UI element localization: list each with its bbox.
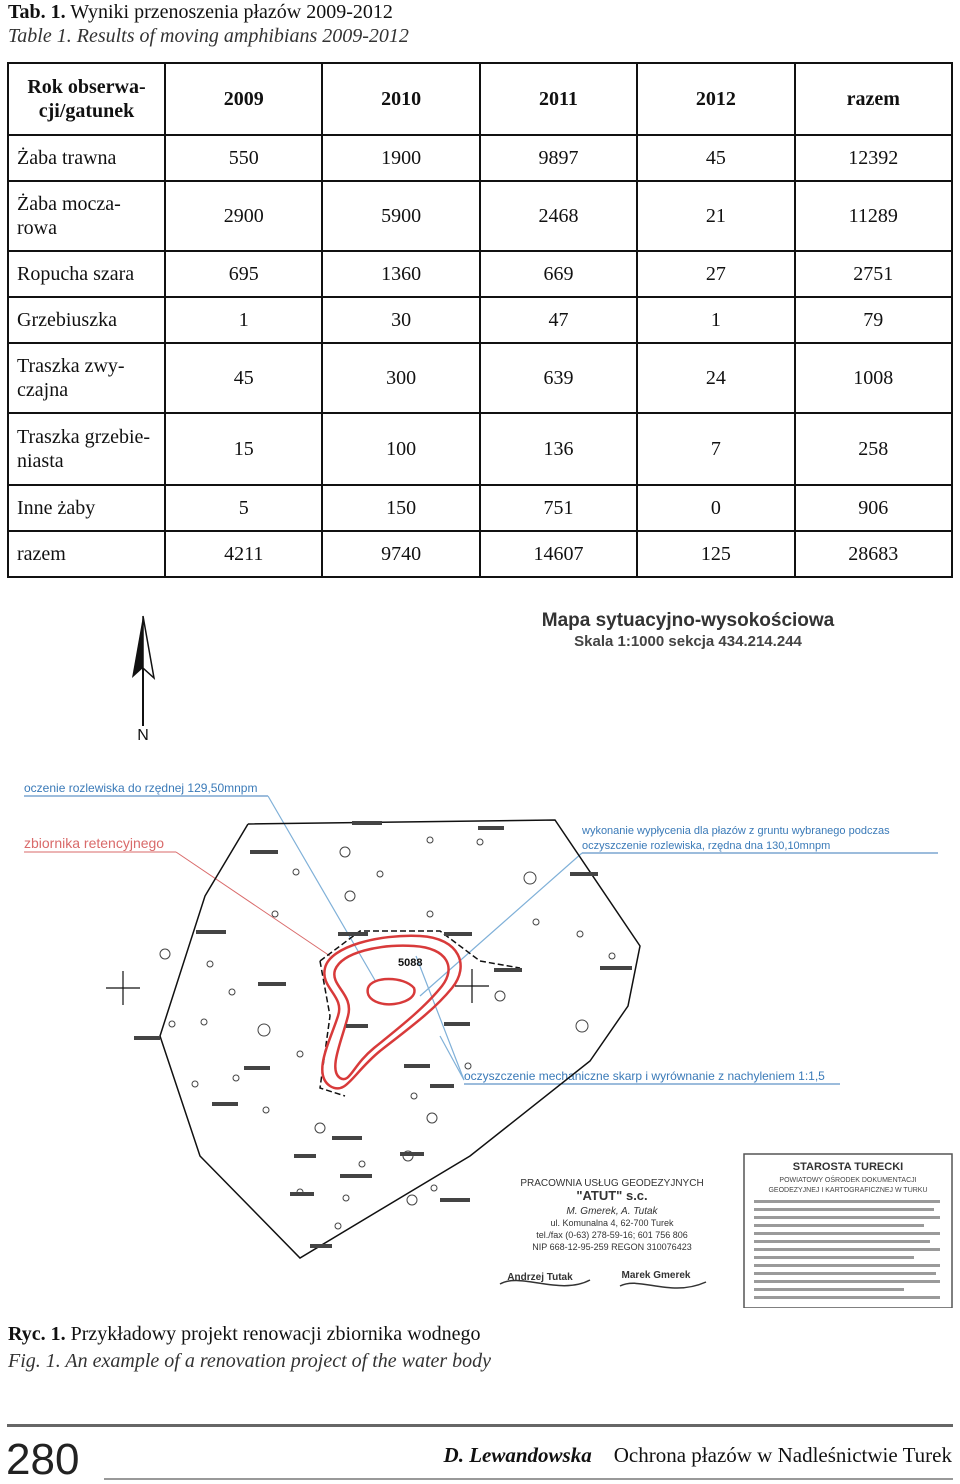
surveyor-stamp [500,1178,706,1288]
table-cell: 47 [480,297,637,343]
table-cell: 695 [165,251,322,297]
running-footer [444,1442,952,1468]
table-cell: 150 [322,485,479,531]
header-cell-total: razem [795,63,952,135]
svg-text:NIP 668-12-95-259 REGON 310: NIP 668-12-95-259 REGON 310076423 [532,1242,692,1252]
table-row [8,485,952,531]
table-header-row [8,63,952,135]
table-cell: 906 [795,485,952,531]
table-cell: 79 [795,297,952,343]
note-bottom: oczyszczenie mechaniczne skarp i wyrównanie z nachyleniem 1:1,5 [464,1069,825,1083]
svg-text:GEODEZYJNEJ I KARTOGRAFICZNEJ: GEODEZYJNEJ I KARTOGRAFICZNEJ W TURKU [768,1187,928,1194]
svg-text:M. Gmerek, A. Tutak: M. Gmerek, A. Tutak [566,1206,658,1217]
table-cell: 11289 [795,181,952,251]
table-cell: 751 [480,485,637,531]
row-species-name: Traszka zwy-czajna [8,343,165,413]
note-right-2: oczyszczenie rozlewiska, rzędna dna 130,10mnpm [582,840,831,852]
header-cell-2009: 2009 [165,63,322,135]
table-cell: 15 [165,413,322,485]
figure-caption-text: Przykładowy projekt renowacji zbiornika wodnego [70,1323,481,1345]
row-species-name: Żaba trawna [8,135,165,181]
row-species-name: Ropucha szara [8,251,165,297]
figure-caption-label: Ryc. 1. [8,1323,66,1345]
footer-running-title: Ochrona płazów w Nadleśnictwie Turek [613,1443,952,1467]
table-cell: 1900 [322,135,479,181]
table-cell: 24 [637,343,794,413]
table-row [8,297,952,343]
footer-author: D. Lewandowska [443,1443,592,1467]
note-right-1: wykonanie wypłycenia dla płazów z gruntu wybranego podczas [582,825,890,837]
table-cell: 12392 [795,135,952,181]
table-cell: 0 [637,485,794,531]
situational-map-figure [0,596,960,1308]
svg-text:"ATUT" s.c.: "ATUT" s.c. [576,1188,648,1203]
row-species-name: razem [8,531,165,577]
table-cell: 300 [322,343,479,413]
table-cell: 550 [165,135,322,181]
header-cell-species: Rok obserwa-cji/gatunek [8,63,165,135]
table-row [8,531,952,577]
results-table [7,62,953,578]
table-row [8,413,952,485]
note-top-left: oczenie rozlewiska do rzędnej 129,50mnpm [24,781,258,795]
row-species-name: Traszka grzebie-niasta [8,413,165,485]
north-arrow-icon [132,616,154,744]
svg-text:PRACOWNIA USŁUG GEODEZYJNYCH: PRACOWNIA USŁUG GEODEZYJNYCH [520,1178,704,1189]
svg-text:STAROSTA TURECKI: STAROSTA TURECKI [792,1161,904,1173]
table-caption-text: Wyniki przenoszenia płazów 2009-2012 [70,1,393,23]
table-cell: 669 [480,251,637,297]
figure-caption-pl [8,1322,481,1346]
parcel-number: 5088 [398,957,423,969]
row-species-name: Inne żaby [8,485,165,531]
table-cell: 9897 [480,135,637,181]
header-cell-2012: 2012 [637,63,794,135]
table-cell: 30 [322,297,479,343]
table-cell: 45 [637,135,794,181]
table-cell: 9740 [322,531,479,577]
table-cell: 14607 [480,531,637,577]
table-cell: 100 [322,413,479,485]
table-cell: 1008 [795,343,952,413]
table-cell: 5 [165,485,322,531]
table-cell: 1 [637,297,794,343]
table-cell: 258 [795,413,952,485]
header-cell-2011: 2011 [480,63,637,135]
svg-text:POWIATOWY OŚRODEK DOKUMENTACJI: POWIATOWY OŚRODEK DOKUMENTACJI [779,1177,917,1184]
row-species-name: Grzebiuszka [8,297,165,343]
table-cell: 2468 [480,181,637,251]
table-row [8,251,952,297]
svg-text:Marek Gmerek: Marek Gmerek [621,1270,691,1281]
table-cell: 639 [480,343,637,413]
figure-caption-en: Fig. 1. An example of a renovation project of the water body [8,1350,492,1372]
table-row [8,135,952,181]
svg-text:Andrzej Tutak: Andrzej Tutak [507,1272,573,1283]
table-cell: 1 [165,297,322,343]
table-cell: 28683 [795,531,952,577]
table-cell: 27 [637,251,794,297]
table-caption-en: Table 1. Results of moving amphibians 2009-2012 [8,25,409,47]
footer-rule-bottom [104,1478,953,1480]
svg-text:ul. Komunalna 4, 62-700 Turek: ul. Komunalna 4, 62-700 Turek [550,1218,674,1228]
table-caption-pl [8,0,393,24]
table-cell: 45 [165,343,322,413]
table-cell: 21 [637,181,794,251]
table-cell: 4211 [165,531,322,577]
row-species-name: Żaba mocza-rowa [8,181,165,251]
note-red: zbiornika retencyjnego [24,835,165,851]
starosta-stamp [744,1154,952,1308]
map-subtitle: Skala 1:1000 sekcja 434.214.244 [574,633,802,650]
table-row [8,181,952,251]
table-cell: 1360 [322,251,479,297]
page-number: 280 [6,1435,80,1484]
table-row [8,343,952,413]
table-cell: 125 [637,531,794,577]
header-cell-2010: 2010 [322,63,479,135]
table-cell: 2751 [795,251,952,297]
north-label: N [137,727,149,744]
map-title: Mapa sytuacyjno-wysokościowa [541,610,835,631]
table-cell: 2900 [165,181,322,251]
table-caption-label: Tab. 1. [8,1,66,23]
svg-text:tel./fax (0-63) 278-59-16; 601: tel./fax (0-63) 278-59-16; 601 756 806 [536,1230,688,1240]
table-cell: 136 [480,413,637,485]
table-cell: 7 [637,413,794,485]
table-cell: 5900 [322,181,479,251]
footer-rule [7,1424,953,1427]
